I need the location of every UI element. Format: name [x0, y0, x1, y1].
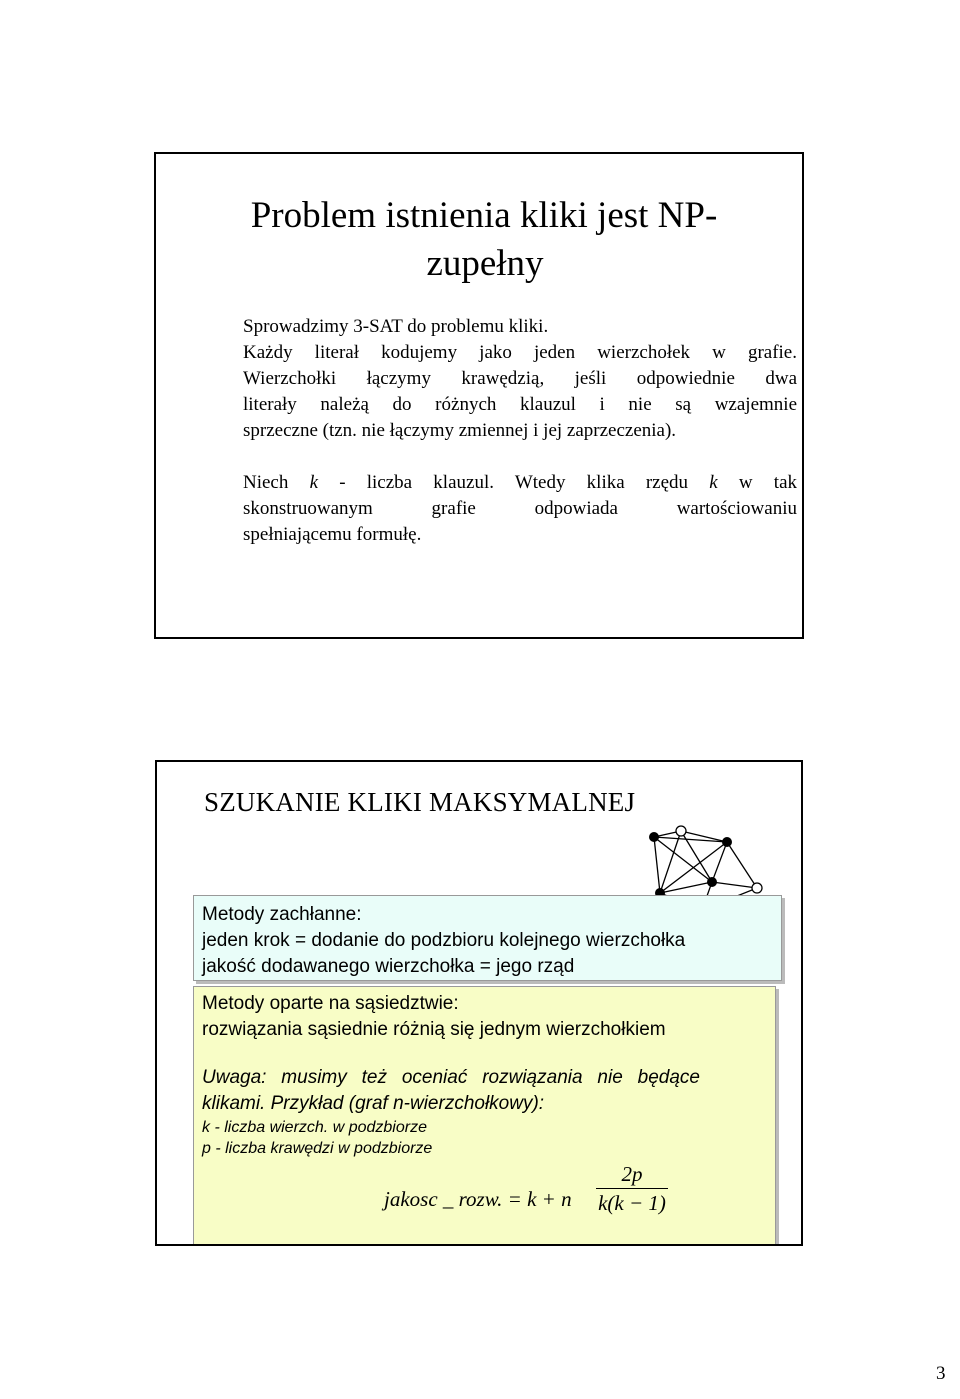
- formula-numerator: 2p: [621, 1162, 643, 1186]
- var-k: k: [309, 472, 319, 493]
- graph-node: [649, 832, 659, 842]
- var-k: k: [709, 472, 718, 493]
- para2-end: w tak: [738, 472, 798, 493]
- neighborhood-methods-box: [193, 986, 776, 1246]
- slide-np-completeness: [154, 152, 804, 639]
- k-definition: k - liczba wierzch. w podzbiorze: [202, 1119, 427, 1136]
- para1-line: literały należą do różnych klauzul i nie są wzajemnie: [243, 394, 797, 415]
- formula-fraction: [596, 1162, 668, 1215]
- para1-line: sprzeczne (tzn. nie łączymy zmiennej i jej zaprzeczenia).: [243, 420, 677, 441]
- slide2-title: SZUKANIE KLIKI MAKSYMALNEJ: [204, 787, 636, 817]
- greedy-line: jeden krok = dodanie do podzbioru kolejnego wierzchołka: [202, 930, 686, 951]
- graph-node: [676, 826, 686, 836]
- para1-line: Sprowadzimy 3-SAT do problemu kliki.: [243, 316, 549, 337]
- note-line: klikami. Przykład (graf n-wierzchołkowy):: [202, 1093, 545, 1114]
- p-definition: p - liczba krawędzi w podzbiorze: [202, 1140, 433, 1157]
- note-block: [202, 1065, 767, 1159]
- slide1-title-line2: zupełny: [426, 243, 544, 284]
- fraction-bar: [596, 1188, 668, 1189]
- slide1-title: [156, 192, 804, 288]
- graph-node: [722, 837, 732, 847]
- para2-niech: Niech: [243, 472, 289, 493]
- para2-mid: - liczba klauzul. Wtedy klika rzędu: [339, 472, 689, 493]
- para1-line: Wierzchołki łączymy krawędzią, jeśli odpowiednie dwa: [243, 368, 797, 389]
- page-number: 3: [936, 1363, 946, 1384]
- clique-correspondence-paragraph: [243, 470, 797, 548]
- para1-line: Każdy literał kodujemy jako jeden wierzchołek w grafie.: [243, 342, 797, 363]
- neigh-heading: Metody oparte na sąsiedztwie:: [202, 993, 459, 1014]
- reduction-paragraph: [243, 314, 797, 444]
- neigh-line: rozwiązania sąsiednie różnią się jednym wierzchołkiem: [202, 1019, 666, 1040]
- slide-max-clique-search: [155, 760, 803, 1246]
- formula-lhs: jakosc _ rozw. = k + n: [384, 1187, 572, 1211]
- graph-node: [707, 877, 717, 887]
- slide1-title-line1: Problem istnienia kliki jest NP-: [250, 195, 718, 236]
- clique-graph-illustration: [632, 790, 772, 900]
- para2-line: spełniającemu formułę.: [243, 524, 422, 545]
- greedy-line: jakość dodawanego wierzchołka = jego rząd: [202, 956, 575, 977]
- graph-node: [752, 883, 762, 893]
- greedy-heading: Metody zachłanne:: [202, 904, 362, 925]
- para2-line: skonstruowanym grafie odpowiada wartościowaniu: [243, 498, 797, 519]
- formula-denominator: k(k − 1): [598, 1191, 666, 1215]
- para2-line: [243, 470, 797, 496]
- greedy-methods-box: [193, 895, 782, 981]
- note-line: Uwaga: musimy też oceniać rozwiązania nie będące: [202, 1067, 700, 1088]
